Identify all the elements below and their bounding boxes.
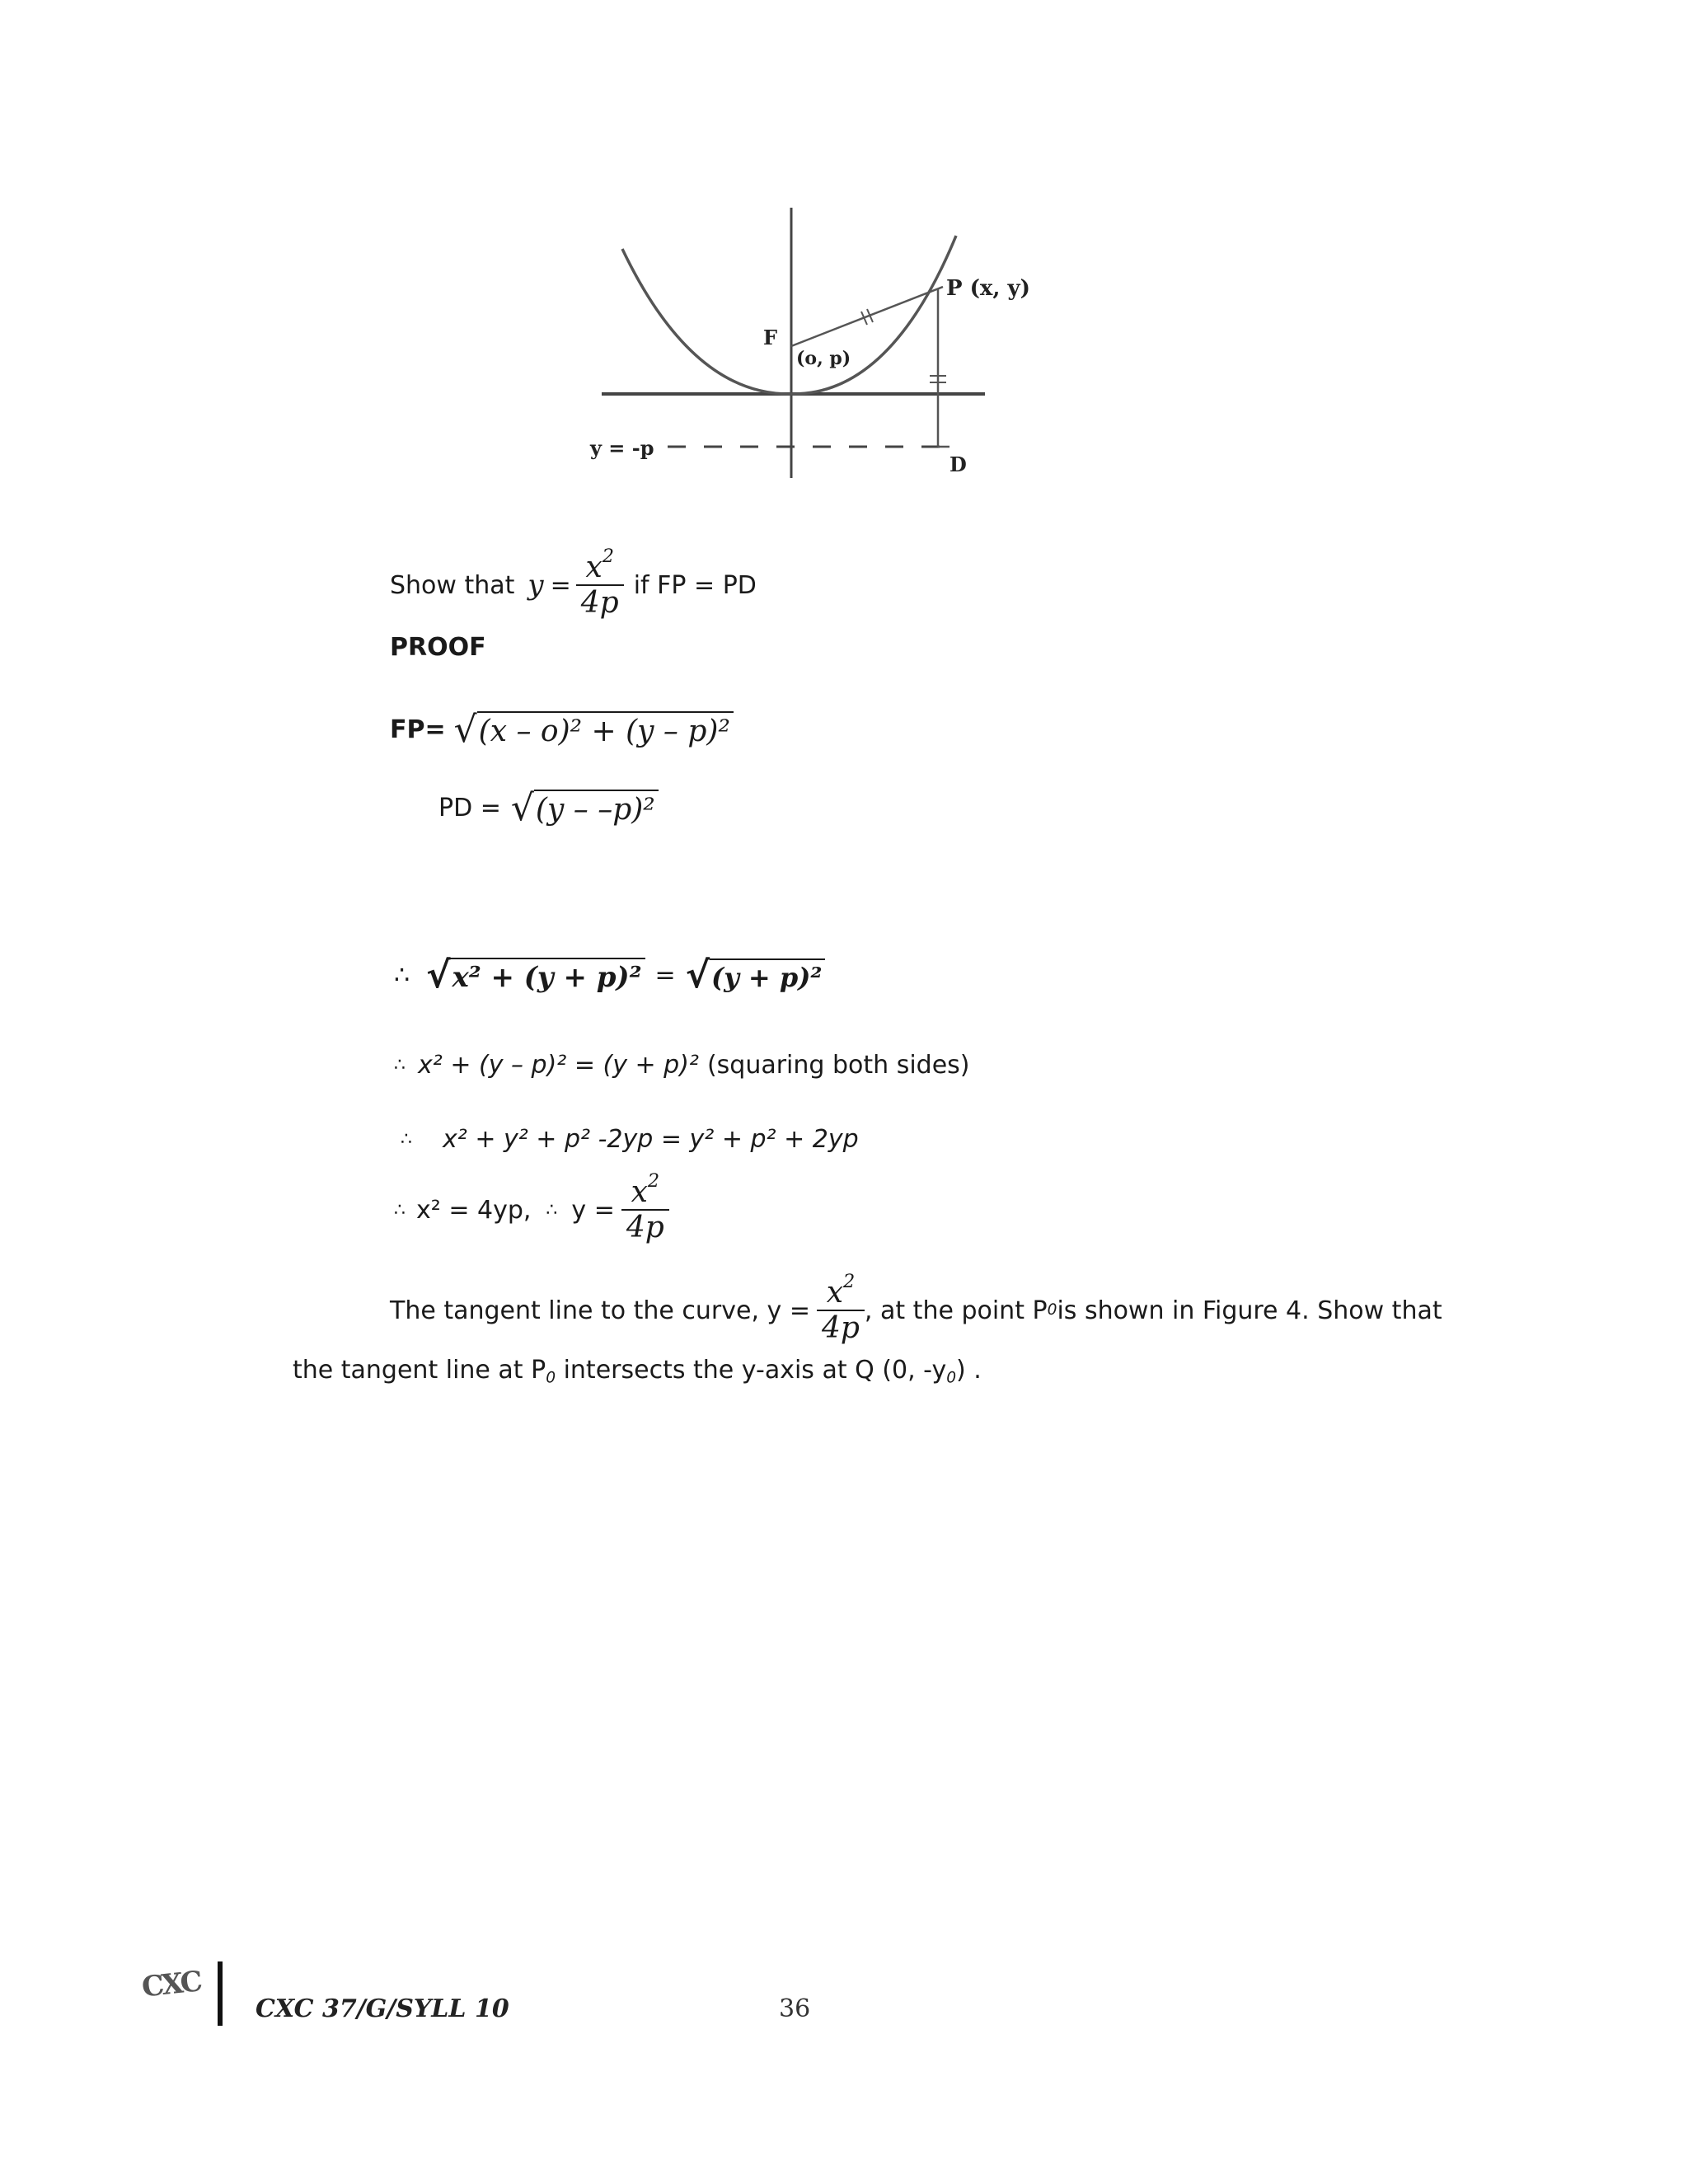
step-3 xyxy=(394,1169,669,1251)
pd-label: PD = xyxy=(438,794,501,823)
tangent-line-2 xyxy=(293,1356,982,1385)
step2-text: x² + y² + p² -2yp = y² + p² + 2yp xyxy=(443,1125,859,1154)
page-number: 36 xyxy=(779,1994,811,2023)
fp-segment xyxy=(791,287,943,346)
statement-fraction: $\frac{x^2}{4p}$ xyxy=(576,551,624,620)
cxc-logo: CXC xyxy=(140,1965,202,2004)
label-focus: (o, p) xyxy=(796,348,851,369)
tangent-text-b: , at the point P xyxy=(864,1296,1048,1325)
proof-heading: PROOF xyxy=(390,633,486,662)
statement-y: y xyxy=(528,569,544,602)
step-1 xyxy=(394,1051,970,1080)
therefore-rhs: (y + p)² xyxy=(710,958,825,993)
step3-frac-num: x xyxy=(631,1175,648,1209)
footer-divider xyxy=(218,1961,223,2026)
tangent-fraction: $\frac{x^2}{4p}$ xyxy=(817,1276,865,1345)
tangent-text-a: The tangent line to the curve, y = xyxy=(390,1296,810,1325)
therefore-lhs: x² + (y + p)² xyxy=(450,958,645,994)
tangent-frac-num: x xyxy=(826,1276,843,1310)
footer-code: CXC 37/G/SYLL 10 xyxy=(256,1994,509,2023)
step3-part1: x² = 4yp, xyxy=(416,1195,532,1225)
therefore-line xyxy=(394,954,825,996)
tangent-sub-0c: 0 xyxy=(946,1369,957,1387)
step2-symbol: ∴ xyxy=(401,1129,411,1150)
step3-fraction: $\frac{x^2}{4p}$ xyxy=(621,1175,669,1244)
tangent-frac-den: 4p xyxy=(817,1310,865,1345)
therefore-eq: = xyxy=(654,961,676,990)
therefore-radical-1: √ xyxy=(426,954,451,996)
tangent-sub-0b: 0 xyxy=(546,1369,556,1387)
step-2 xyxy=(401,1125,859,1154)
tangent-text-c: is shown in Figure 4. Show that xyxy=(1057,1296,1442,1325)
step3-symbol-2: ∴ xyxy=(546,1199,557,1221)
pd-line xyxy=(438,787,659,829)
step1-note: (squaring both sides) xyxy=(706,1051,970,1080)
tangent-text-2c: ) . xyxy=(956,1356,982,1385)
tangent-text-2a: the tangent line at P xyxy=(293,1356,546,1385)
fp-label: FP= xyxy=(390,715,446,744)
label-d: D xyxy=(950,452,967,476)
fp-line xyxy=(390,709,734,751)
therefore-symbol-1: ∴ xyxy=(394,961,410,990)
therefore-radical-2: √ xyxy=(685,954,710,996)
label-f: F xyxy=(763,326,778,349)
statement-frac-num: x xyxy=(585,551,603,584)
pd-expression: (y – –p)² xyxy=(534,790,659,827)
fp-radical-sign: √ xyxy=(453,709,477,751)
parabola-curve xyxy=(622,236,956,394)
statement-equals: = xyxy=(550,570,571,600)
pd-radical-sign: √ xyxy=(510,787,534,829)
step3-frac-den: 4p xyxy=(621,1209,669,1244)
step1-main: x² + (y – p)² = (y + p)² xyxy=(418,1051,699,1080)
statement-condition: if FP = PD xyxy=(633,570,757,600)
statement-line xyxy=(390,540,757,630)
label-p: P (x, y) xyxy=(946,276,1030,301)
label-directrix: y = -p xyxy=(590,436,654,460)
statement-frac-den: 4p xyxy=(576,584,624,620)
tangent-line-1: The tangent line to the curve, y = $\frac{x^2}{4p}$ , at the point P 0 is shown in Figure 4. Show that xyxy=(390,1271,1442,1345)
parabola-diagram xyxy=(577,198,1039,494)
show-that-text: Show that xyxy=(390,570,515,600)
step1-symbol: ∴ xyxy=(394,1055,405,1076)
footer xyxy=(142,1961,966,2027)
fp-expression: (x – o)² + (y – p)² xyxy=(477,711,734,748)
step3-part2: y = xyxy=(571,1195,615,1225)
step3-symbol: ∴ xyxy=(394,1199,405,1221)
tangent-text-2b: intersects the y-axis at Q (0, -y xyxy=(556,1356,947,1385)
